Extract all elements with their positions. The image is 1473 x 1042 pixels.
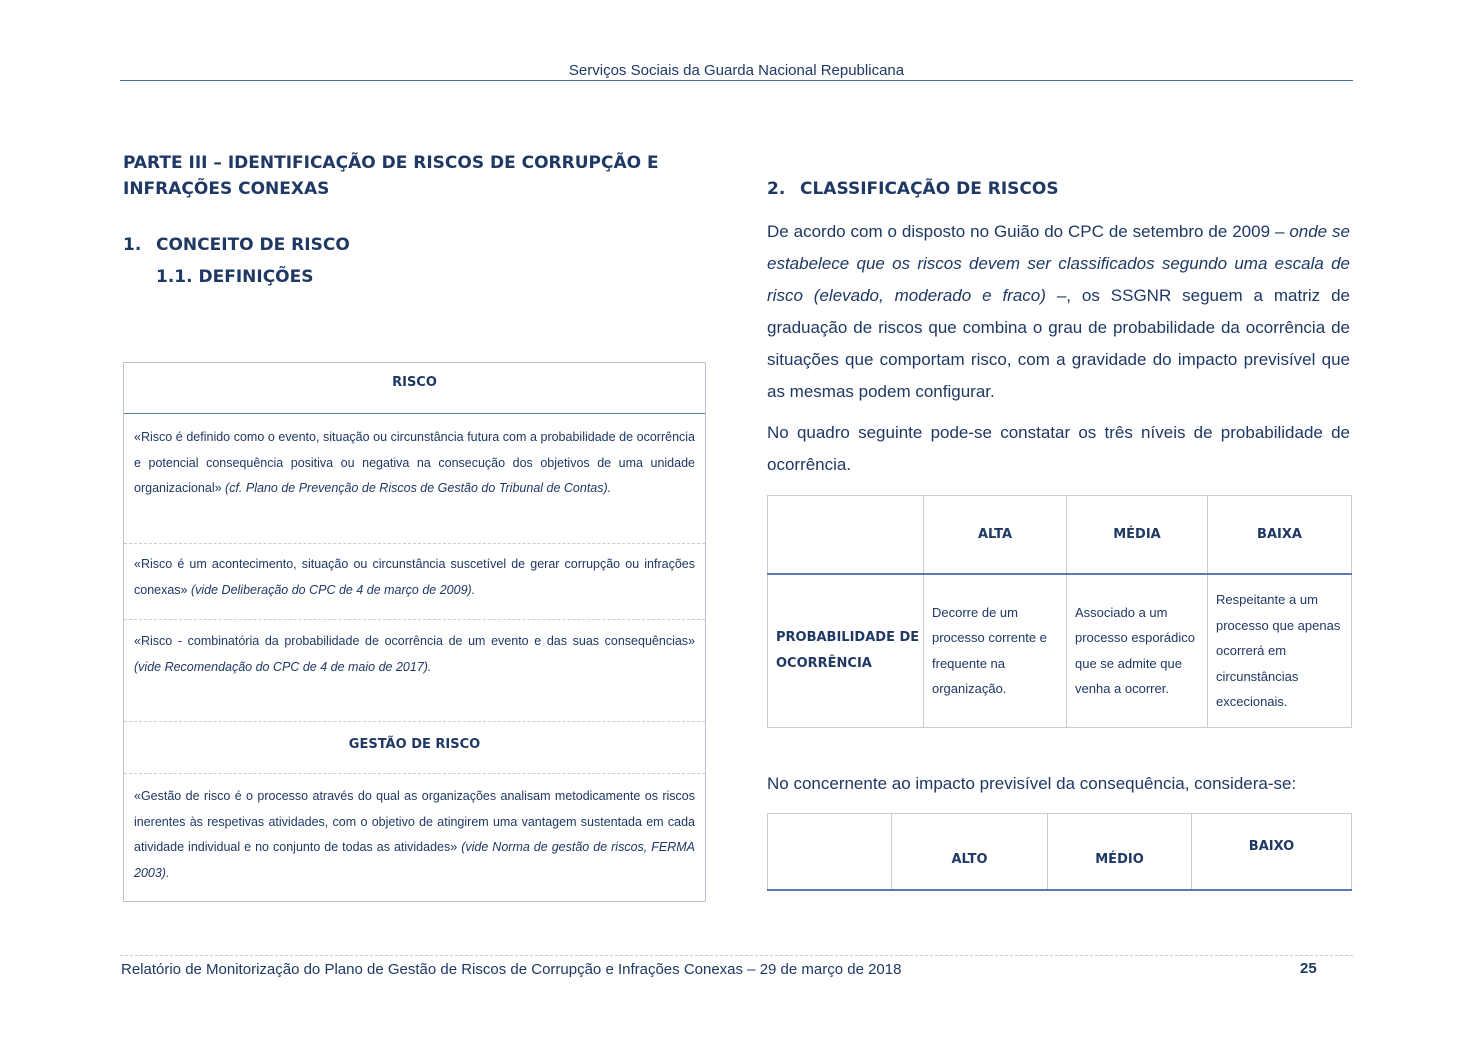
header-divider <box>120 80 1353 81</box>
header-media: MÉDIA <box>1067 496 1208 574</box>
divider <box>124 543 705 544</box>
section-1-title: CONCEITO DE RISCO <box>156 235 350 255</box>
paragraph-text: De acordo com o disposto no Guião do CPC de setembro de 2009 – <box>767 222 1290 241</box>
cell-alta: Decorre de um processo corrente e frequente na organização. <box>924 574 1067 728</box>
impact-intro: No concernente ao impacto previsível da consequência, considera-se: <box>767 774 1297 793</box>
risk-definition-3-text: «Risco - combinatória da probabilidade de ocorrência de um evento e das suas consequências» <box>134 634 695 648</box>
risk-definition-3 <box>124 629 705 680</box>
probability-intro: No quadro seguinte pode-se constatar os três níveis de probabilidade de ocorrência. <box>767 423 1350 474</box>
risk-management-text: «Gestão de risco é o processo através do qual as organizações analisam metodicamente os riscos inerentes às respetivas atividades, com o objetivo de atingirem uma vantagem sustentada em cada atividade individual e no conjunto de todas as atividades» <box>134 789 695 854</box>
risk-definition-2-text: «Risco é um acontecimento, situação ou circunstância suscetível de gerar corrupção ou infrações conexas» <box>134 557 695 597</box>
table-corner <box>768 496 924 574</box>
risk-box-title: RISCO <box>392 375 437 390</box>
risk-management-ref: (vide Norma de gestão de riscos, FERMA 2003). <box>134 840 696 880</box>
divider <box>124 721 705 722</box>
header-alta: ALTA <box>924 496 1067 574</box>
risk-management-title: GESTÃO DE RISCO <box>348 737 481 752</box>
risk-definition-1-ref: (cf. Plano de Prevenção de Riscos de Gestão do Tribunal de Contas). <box>225 481 612 495</box>
table-corner <box>768 814 892 890</box>
risk-definitions-box <box>123 362 706 902</box>
cell-media: Associado a um processo esporádico que se admite que venha a ocorrer. <box>1067 574 1208 728</box>
cell-baixa: Respeitante a um processo que apenas ocorrerá em circunstâncias excecionais. <box>1208 574 1352 728</box>
section-2-number: 2. <box>767 179 786 199</box>
header-baixo: BAIXO <box>1192 814 1352 890</box>
header-baixa: BAIXA <box>1208 496 1352 574</box>
risk-definition-2-ref: (vide Deliberação do CPC de 4 de março de 2009). <box>190 582 476 597</box>
classification-paragraph <box>767 216 1350 408</box>
paragraph-quote: onde se estabelece que os riscos devem ser classificados segundo uma escala de risco (elevado, moderado e fraco) <box>767 222 1350 305</box>
risk-management-definition <box>124 784 705 886</box>
section-1-heading <box>123 235 350 255</box>
risk-definition-1-text: «Risco é definido como o evento, situação ou circunstância futura com a probabilidade de ocorrência e potencial consequência positiva ou negativa na consecução dos objetivos de uma unidade organizacional» <box>134 430 695 495</box>
section-2-title: CLASSIFICAÇÃO DE RISCOS <box>800 179 1059 199</box>
page-number: 25 <box>1300 960 1317 977</box>
risk-definition-3-ref: (vide Recomendação do CPC de 4 de maio de 2017). <box>134 659 432 674</box>
impact-table <box>767 813 1352 891</box>
footer-text: Relatório de Monitorização do Plano de Gestão de Riscos de Corrupção e Infrações Conexas – 29 de março de 2018 <box>121 961 902 978</box>
running-header: Serviços Sociais da Guarda Nacional Republicana <box>568 62 905 79</box>
risk-definition-2 <box>124 552 705 603</box>
header-medio: MÉDIO <box>1048 814 1192 890</box>
probability-table <box>767 495 1352 728</box>
footer-divider <box>120 955 1353 956</box>
risk-definition-1 <box>124 425 705 502</box>
paragraph-text: –, os SSGNR seguem a matriz de graduação de riscos que combina o grau de probabilidade da ocorrência de situações que comportam risco, com a gravidade do impacto previsível que as mesmas podem configurar. <box>767 286 1350 401</box>
risk-box-divider <box>124 413 705 414</box>
row-label-probabilidade: PROBABILIDADE DE OCORRÊNCIA <box>768 574 924 728</box>
section-2-heading <box>767 179 1059 199</box>
subsection-1-1-heading: 1.1. DEFINIÇÕES <box>156 267 314 287</box>
divider <box>124 773 705 774</box>
divider <box>124 619 705 620</box>
part-title: PARTE III – IDENTIFICAÇÃO DE RISCOS DE CORRUPÇÃO E INFRAÇÕES CONEXAS <box>123 153 659 199</box>
section-1-number: 1. <box>123 235 142 255</box>
header-alto: ALTO <box>892 814 1048 890</box>
